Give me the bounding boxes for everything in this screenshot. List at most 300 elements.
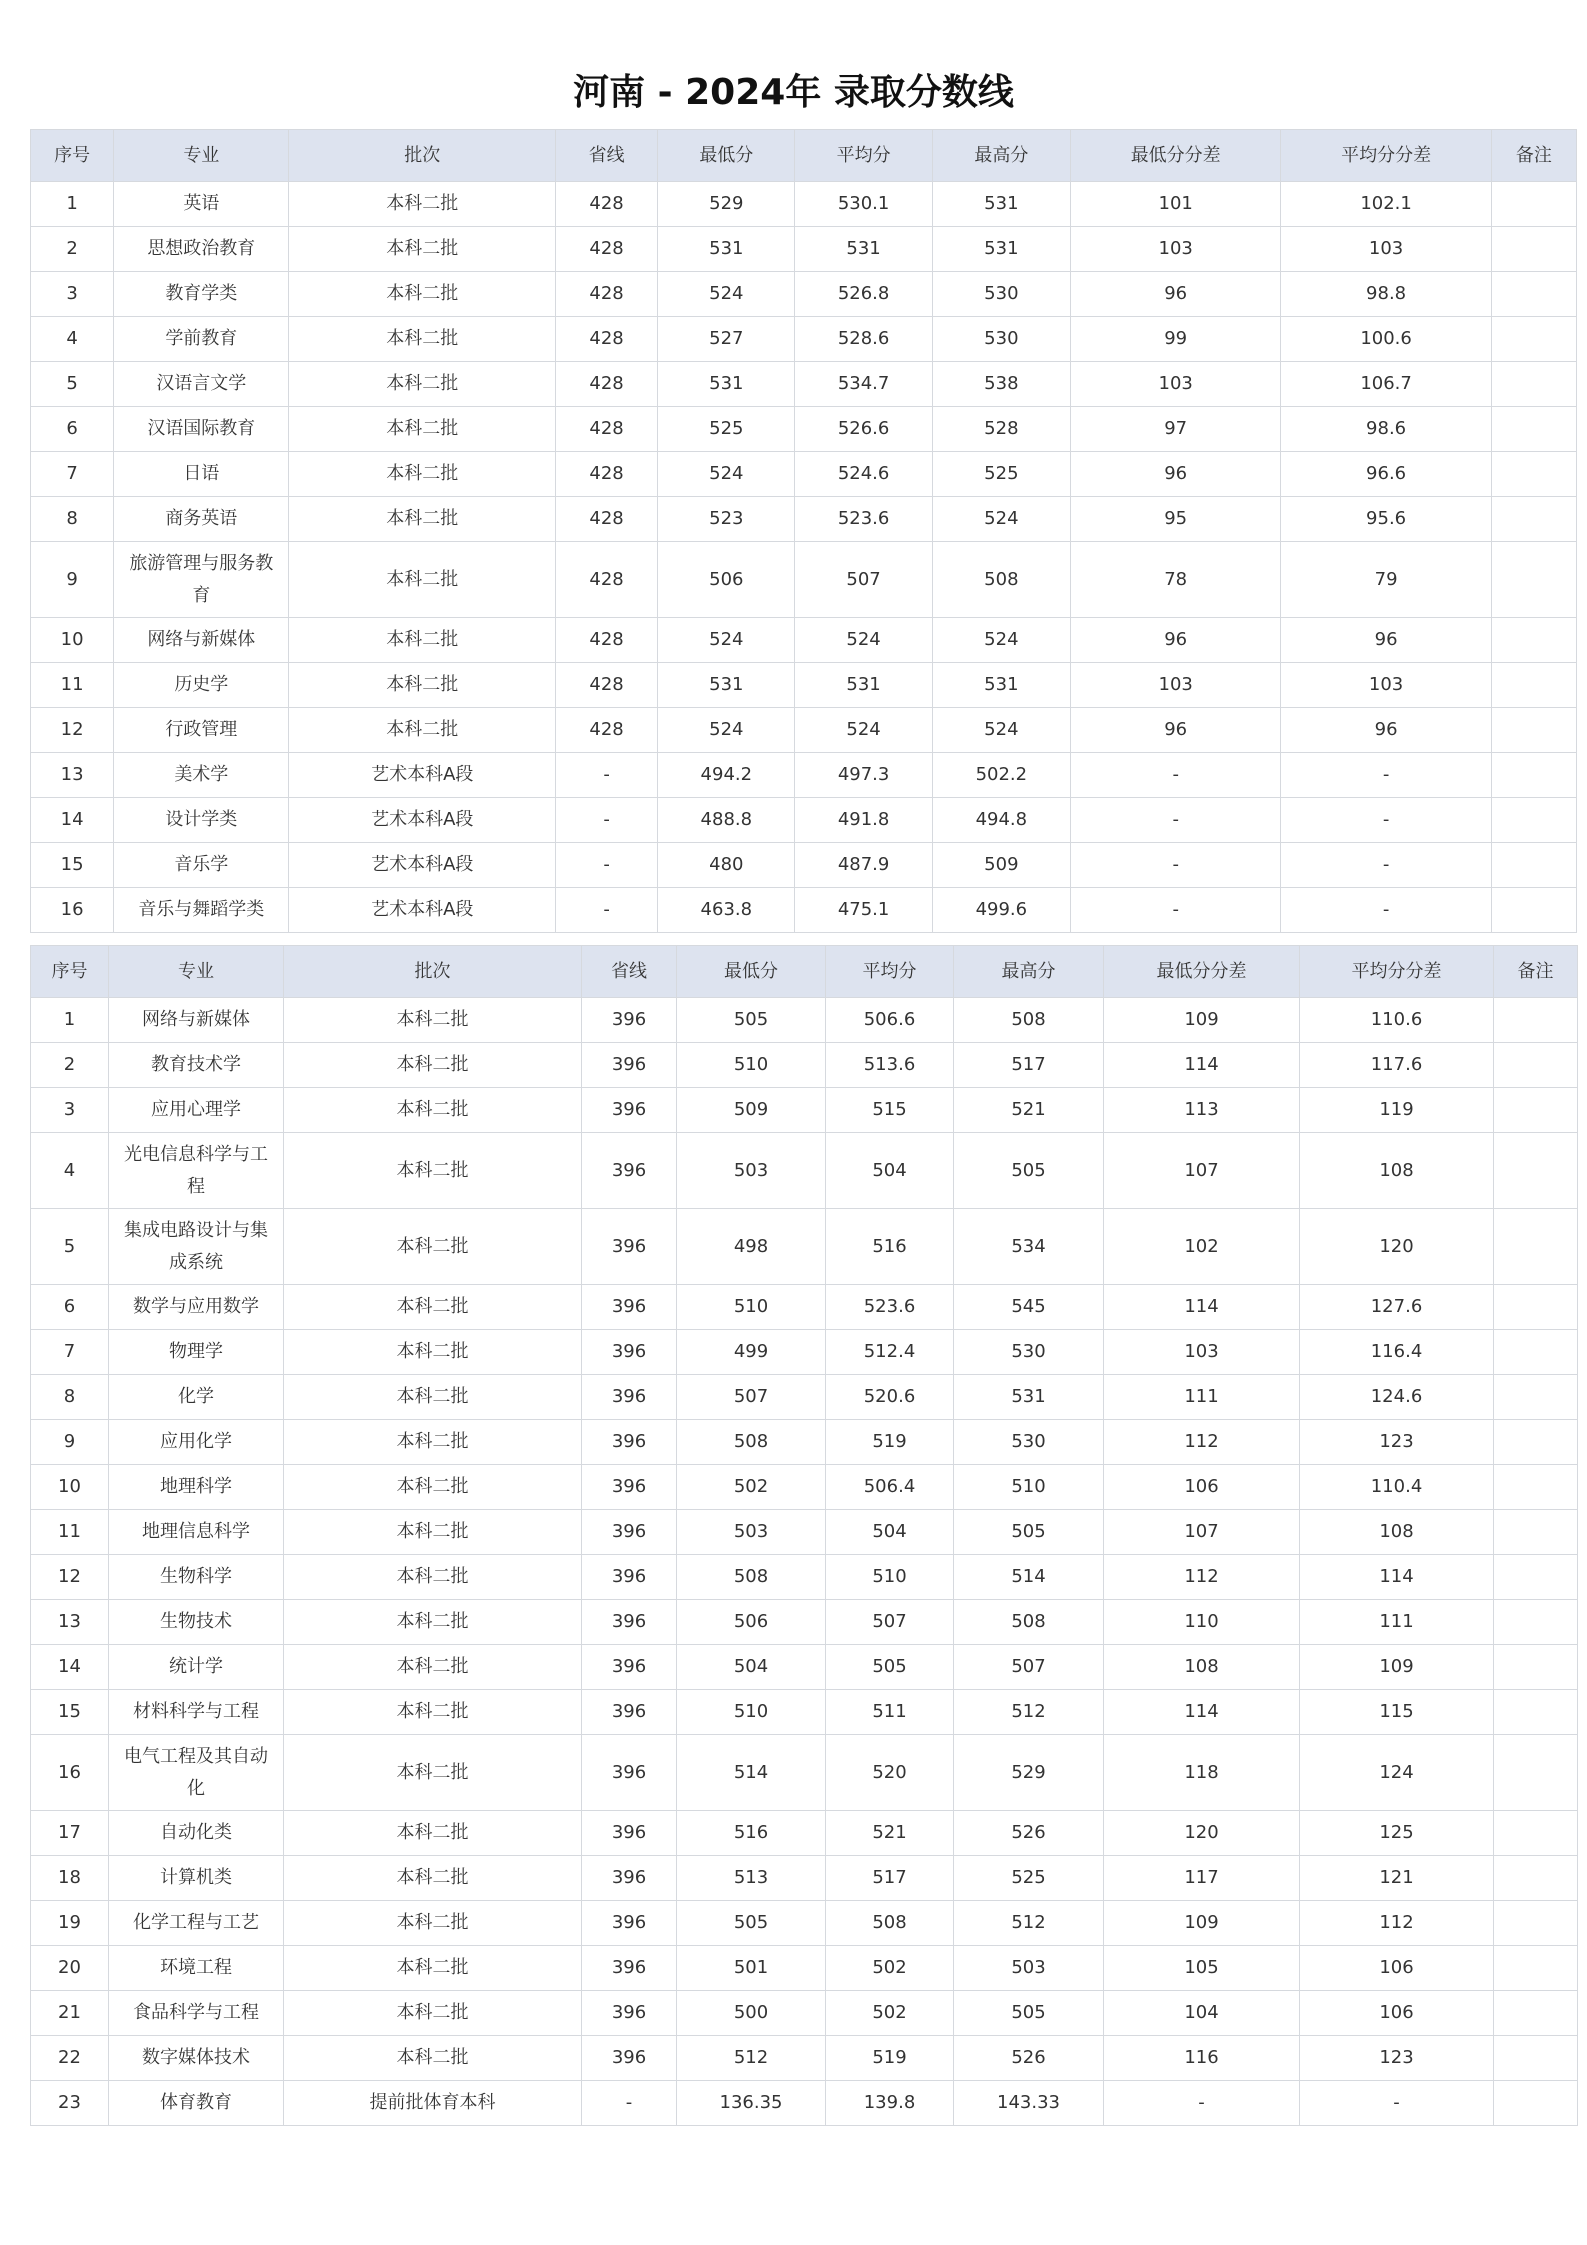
cell-note [1491, 798, 1576, 843]
cell-min-diff: 106 [1104, 1465, 1300, 1510]
cell-avg-diff: 103 [1281, 663, 1491, 708]
cell-avg-diff: 114 [1300, 1555, 1494, 1600]
cell-major: 生物技术 [109, 1600, 284, 1645]
cell-min-diff: 103 [1104, 1330, 1300, 1375]
table-row [31, 1901, 1578, 1946]
cell-seq: 10 [31, 618, 114, 663]
cell-major: 化学 [109, 1375, 284, 1420]
cell-avg-diff: 127.6 [1300, 1285, 1494, 1330]
cell-note [1491, 452, 1576, 497]
cell-max-score: 531 [954, 1375, 1104, 1420]
cell-batch: 本科二批 [289, 497, 556, 542]
cell-batch: 本科二批 [289, 407, 556, 452]
cell-batch: 本科二批 [289, 708, 556, 753]
header-avg-score: 平均分 [795, 130, 932, 182]
cell-min-diff: 78 [1070, 542, 1280, 618]
cell-major: 生物科学 [109, 1555, 284, 1600]
cell-note [1494, 1600, 1578, 1645]
cell-note [1494, 1946, 1578, 1991]
cell-batch: 本科二批 [289, 362, 556, 407]
cell-max-score: 514 [954, 1555, 1104, 1600]
cell-avg-diff: 110.6 [1300, 998, 1494, 1043]
cell-avg-score: 520 [826, 1735, 954, 1811]
cell-seq: 4 [31, 317, 114, 362]
cell-province-line: 396 [582, 1375, 677, 1420]
cell-province-line: 428 [556, 542, 658, 618]
table-row [31, 2081, 1578, 2126]
cell-province-line: - [556, 888, 658, 933]
cell-batch: 本科二批 [284, 1375, 582, 1420]
cell-batch: 本科二批 [284, 1555, 582, 1600]
cell-batch: 本科二批 [284, 1645, 582, 1690]
cell-seq: 7 [31, 1330, 109, 1375]
header-min-diff: 最低分分差 [1070, 130, 1280, 182]
cell-min-diff: 103 [1070, 663, 1280, 708]
table-row [31, 1690, 1578, 1735]
cell-seq: 3 [31, 1088, 109, 1133]
cell-avg-score: 511 [826, 1690, 954, 1735]
cell-batch: 本科二批 [289, 452, 556, 497]
cell-seq: 13 [31, 1600, 109, 1645]
cell-avg-diff: 103 [1281, 227, 1491, 272]
cell-min-diff: 116 [1104, 2036, 1300, 2081]
cell-avg-score: 526.6 [795, 407, 932, 452]
cell-avg-score: 502 [826, 1991, 954, 2036]
cell-note [1491, 497, 1576, 542]
table-row [31, 497, 1577, 542]
cell-max-score: 143.33 [954, 2081, 1104, 2126]
cell-min-score: 516 [677, 1811, 826, 1856]
cell-note [1491, 843, 1576, 888]
cell-min-diff: 101 [1070, 182, 1280, 227]
cell-min-score: 494.2 [658, 753, 795, 798]
cell-avg-diff: 95.6 [1281, 497, 1491, 542]
cell-batch: 提前批体育本科 [284, 2081, 582, 2126]
table-row [31, 1555, 1578, 1600]
cell-seq: 16 [31, 1735, 109, 1811]
cell-province-line: 396 [582, 2036, 677, 2081]
cell-min-diff: 112 [1104, 1555, 1300, 1600]
cell-note [1494, 1209, 1578, 1285]
cell-seq: 15 [31, 1690, 109, 1735]
cell-avg-score: 523.6 [826, 1285, 954, 1330]
cell-major: 体育教育 [109, 2081, 284, 2126]
cell-min-diff: 102 [1104, 1209, 1300, 1285]
cell-note [1494, 2081, 1578, 2126]
table-row [31, 542, 1577, 618]
table-row [31, 317, 1577, 362]
cell-batch: 本科二批 [284, 1420, 582, 1465]
cell-max-score: 505 [954, 1991, 1104, 2036]
cell-min-score: 505 [677, 998, 826, 1043]
header-seq: 序号 [31, 130, 114, 182]
cell-seq: 22 [31, 2036, 109, 2081]
cell-avg-score: 515 [826, 1088, 954, 1133]
cell-max-score: 526 [954, 2036, 1104, 2081]
cell-note [1491, 272, 1576, 317]
cell-province-line: 396 [582, 1735, 677, 1811]
cell-major: 数学与应用数学 [109, 1285, 284, 1330]
cell-max-score: 524 [932, 708, 1070, 753]
cell-min-diff: 105 [1104, 1946, 1300, 1991]
cell-avg-score: 531 [795, 227, 932, 272]
cell-note [1494, 1901, 1578, 1946]
cell-province-line: 396 [582, 1555, 677, 1600]
cell-note [1494, 1510, 1578, 1555]
cell-min-score: 506 [658, 542, 795, 618]
table-header-row [31, 130, 1577, 182]
cell-batch: 本科二批 [289, 618, 556, 663]
table-row [31, 998, 1578, 1043]
header-batch: 批次 [289, 130, 556, 182]
cell-max-score: 509 [932, 843, 1070, 888]
cell-province-line: 396 [582, 1043, 677, 1088]
cell-avg-score: 491.8 [795, 798, 932, 843]
cell-major: 日语 [114, 452, 289, 497]
cell-max-score: 512 [954, 1690, 1104, 1735]
cell-avg-score: 513.6 [826, 1043, 954, 1088]
table-row [31, 1088, 1578, 1133]
cell-major: 网络与新媒体 [114, 618, 289, 663]
page-title: 河南 - 2024年 录取分数线 [573, 72, 1014, 113]
cell-avg-diff: 111 [1300, 1600, 1494, 1645]
cell-seq: 3 [31, 272, 114, 317]
cell-province-line: 428 [556, 317, 658, 362]
cell-note [1494, 2036, 1578, 2081]
cell-batch: 本科二批 [289, 182, 556, 227]
cell-avg-score: 517 [826, 1856, 954, 1901]
cell-avg-score: 508 [826, 1901, 954, 1946]
cell-note [1494, 1465, 1578, 1510]
cell-avg-score: 530.1 [795, 182, 932, 227]
table-row [31, 362, 1577, 407]
header-province-line: 省线 [556, 130, 658, 182]
cell-batch: 本科二批 [284, 1330, 582, 1375]
cell-batch: 艺术本科A段 [289, 888, 556, 933]
cell-max-score: 545 [954, 1285, 1104, 1330]
cell-max-score: 512 [954, 1901, 1104, 1946]
cell-major: 思想政治教育 [114, 227, 289, 272]
cell-seq: 8 [31, 1375, 109, 1420]
table-row [31, 182, 1577, 227]
cell-avg-diff: - [1281, 798, 1491, 843]
table-row [31, 2036, 1578, 2081]
table-row [31, 1645, 1578, 1690]
cell-avg-score: 506.4 [826, 1465, 954, 1510]
cell-avg-diff: 110.4 [1300, 1465, 1494, 1510]
cell-batch: 本科二批 [284, 998, 582, 1043]
cell-min-score: 512 [677, 2036, 826, 2081]
cell-min-diff: 95 [1070, 497, 1280, 542]
cell-seq: 5 [31, 1209, 109, 1285]
cell-min-score: 509 [677, 1088, 826, 1133]
cell-avg-diff: 115 [1300, 1690, 1494, 1735]
cell-seq: 10 [31, 1465, 109, 1510]
header-seq: 序号 [31, 946, 109, 998]
table-row [31, 1856, 1578, 1901]
cell-avg-diff: 112 [1300, 1901, 1494, 1946]
cell-note [1494, 1555, 1578, 1600]
cell-batch: 本科二批 [284, 1991, 582, 2036]
cell-min-diff: 96 [1070, 618, 1280, 663]
cell-min-diff: 120 [1104, 1811, 1300, 1856]
cell-min-diff: - [1070, 843, 1280, 888]
cell-major: 应用心理学 [109, 1088, 284, 1133]
cell-note [1494, 1420, 1578, 1465]
cell-province-line: 396 [582, 1946, 677, 1991]
cell-batch: 本科二批 [284, 2036, 582, 2081]
admission-table-2 [30, 945, 1578, 2126]
cell-avg-diff: 125 [1300, 1811, 1494, 1856]
cell-avg-diff: - [1300, 2081, 1494, 2126]
cell-max-score: 531 [932, 227, 1070, 272]
header-note: 备注 [1491, 130, 1576, 182]
cell-major: 音乐与舞蹈学类 [114, 888, 289, 933]
cell-max-score: 508 [932, 542, 1070, 618]
cell-avg-score: 519 [826, 1420, 954, 1465]
cell-max-score: 503 [954, 1946, 1104, 1991]
table-row [31, 1285, 1578, 1330]
cell-batch: 本科二批 [284, 1946, 582, 1991]
cell-province-line: - [556, 798, 658, 843]
cell-avg-score: 510 [826, 1555, 954, 1600]
cell-major: 食品科学与工程 [109, 1991, 284, 2036]
cell-avg-diff: 79 [1281, 542, 1491, 618]
cell-avg-diff: 119 [1300, 1088, 1494, 1133]
cell-min-score: 523 [658, 497, 795, 542]
cell-seq: 2 [31, 227, 114, 272]
cell-batch: 本科二批 [284, 1901, 582, 1946]
cell-province-line: 428 [556, 362, 658, 407]
cell-avg-diff: 116.4 [1300, 1330, 1494, 1375]
cell-seq: 20 [31, 1946, 109, 1991]
cell-avg-diff: - [1281, 843, 1491, 888]
cell-min-diff: 113 [1104, 1088, 1300, 1133]
table-row [31, 1375, 1578, 1420]
cell-note [1494, 1088, 1578, 1133]
cell-major: 历史学 [114, 663, 289, 708]
cell-province-line: 396 [582, 1133, 677, 1209]
cell-major: 旅游管理与服务教 育 [114, 542, 289, 618]
cell-max-score: 526 [954, 1811, 1104, 1856]
table-row [31, 618, 1577, 663]
cell-avg-diff: 102.1 [1281, 182, 1491, 227]
cell-avg-diff: 123 [1300, 2036, 1494, 2081]
cell-min-score: 513 [677, 1856, 826, 1901]
cell-min-score: 510 [677, 1043, 826, 1088]
cell-max-score: 524 [932, 497, 1070, 542]
cell-major: 材料科学与工程 [109, 1690, 284, 1735]
cell-note [1491, 362, 1576, 407]
cell-province-line: 428 [556, 497, 658, 542]
cell-min-diff: - [1070, 753, 1280, 798]
table-row [31, 843, 1577, 888]
cell-max-score: 494.8 [932, 798, 1070, 843]
cell-min-diff: 114 [1104, 1043, 1300, 1088]
cell-max-score: 510 [954, 1465, 1104, 1510]
cell-note [1494, 1991, 1578, 2036]
cell-min-diff: 97 [1070, 407, 1280, 452]
table-row [31, 272, 1577, 317]
cell-province-line: 428 [556, 663, 658, 708]
cell-batch: 本科二批 [284, 1133, 582, 1209]
table-row [31, 1330, 1578, 1375]
header-major: 专业 [109, 946, 284, 998]
cell-max-score: 508 [954, 1600, 1104, 1645]
cell-major: 商务英语 [114, 497, 289, 542]
cell-min-score: 503 [677, 1510, 826, 1555]
cell-note [1494, 1856, 1578, 1901]
cell-seq: 11 [31, 1510, 109, 1555]
cell-min-score: 531 [658, 663, 795, 708]
cell-avg-diff: 96 [1281, 708, 1491, 753]
cell-note [1494, 1285, 1578, 1330]
cell-batch: 本科二批 [284, 1043, 582, 1088]
cell-batch: 本科二批 [289, 272, 556, 317]
cell-min-score: 488.8 [658, 798, 795, 843]
cell-min-score: 525 [658, 407, 795, 452]
cell-avg-diff: - [1281, 753, 1491, 798]
table-header-row [31, 946, 1578, 998]
cell-max-score: 525 [932, 452, 1070, 497]
cell-seq: 16 [31, 888, 114, 933]
header-avg-diff: 平均分分差 [1300, 946, 1494, 998]
cell-min-score: 510 [677, 1690, 826, 1735]
cell-major: 数字媒体技术 [109, 2036, 284, 2081]
cell-seq: 2 [31, 1043, 109, 1088]
cell-seq: 8 [31, 497, 114, 542]
cell-province-line: 428 [556, 227, 658, 272]
cell-avg-score: 475.1 [795, 888, 932, 933]
cell-min-diff: - [1104, 2081, 1300, 2126]
cell-seq: 6 [31, 407, 114, 452]
cell-min-diff: 96 [1070, 272, 1280, 317]
cell-province-line: 396 [582, 1991, 677, 2036]
cell-note [1491, 618, 1576, 663]
cell-major: 计算机类 [109, 1856, 284, 1901]
cell-min-diff: 118 [1104, 1735, 1300, 1811]
cell-max-score: 524 [932, 618, 1070, 663]
cell-major: 统计学 [109, 1645, 284, 1690]
cell-max-score: 505 [954, 1510, 1104, 1555]
cell-max-score: 538 [932, 362, 1070, 407]
cell-max-score: 499.6 [932, 888, 1070, 933]
cell-seq: 1 [31, 182, 114, 227]
cell-avg-diff: 124.6 [1300, 1375, 1494, 1420]
cell-avg-diff: 123 [1300, 1420, 1494, 1465]
cell-province-line: 396 [582, 1330, 677, 1375]
table-row [31, 407, 1577, 452]
admission-table-1 [30, 129, 1577, 933]
cell-min-score: 507 [677, 1375, 826, 1420]
cell-seq: 12 [31, 708, 114, 753]
cell-min-diff: - [1070, 798, 1280, 843]
cell-min-diff: 103 [1070, 227, 1280, 272]
cell-note [1494, 1375, 1578, 1420]
cell-batch: 本科二批 [284, 1735, 582, 1811]
cell-batch: 本科二批 [289, 227, 556, 272]
cell-major: 美术学 [114, 753, 289, 798]
cell-avg-score: 520.6 [826, 1375, 954, 1420]
cell-note [1494, 1330, 1578, 1375]
cell-note [1494, 998, 1578, 1043]
table-row [31, 1510, 1578, 1555]
table-row [31, 452, 1577, 497]
header-min-score: 最低分 [658, 130, 795, 182]
cell-province-line: 396 [582, 1088, 677, 1133]
cell-major: 教育技术学 [109, 1043, 284, 1088]
cell-avg-score: 506.6 [826, 998, 954, 1043]
cell-min-diff: - [1070, 888, 1280, 933]
cell-avg-score: 524 [795, 618, 932, 663]
cell-max-score: 508 [954, 998, 1104, 1043]
cell-avg-score: 487.9 [795, 843, 932, 888]
cell-min-diff: 114 [1104, 1690, 1300, 1735]
cell-avg-score: 534.7 [795, 362, 932, 407]
cell-avg-score: 516 [826, 1209, 954, 1285]
cell-major: 电气工程及其自动 化 [109, 1735, 284, 1811]
cell-note [1491, 542, 1576, 618]
cell-batch: 本科二批 [284, 1856, 582, 1901]
header-min-score: 最低分 [677, 946, 826, 998]
cell-note [1491, 317, 1576, 362]
cell-avg-score: 139.8 [826, 2081, 954, 2126]
cell-avg-score: 521 [826, 1811, 954, 1856]
cell-avg-diff: 106 [1300, 1991, 1494, 2036]
cell-min-score: 531 [658, 227, 795, 272]
cell-batch: 本科二批 [289, 542, 556, 618]
cell-province-line: 396 [582, 1901, 677, 1946]
cell-note [1491, 227, 1576, 272]
table-row [31, 1209, 1578, 1285]
cell-seq: 15 [31, 843, 114, 888]
table-body [31, 182, 1577, 933]
table-row [31, 1465, 1578, 1510]
cell-avg-diff: 120 [1300, 1209, 1494, 1285]
cell-min-diff: 99 [1070, 317, 1280, 362]
header-note: 备注 [1494, 946, 1578, 998]
cell-seq: 12 [31, 1555, 109, 1600]
cell-min-score: 524 [658, 618, 795, 663]
cell-avg-score: 524 [795, 708, 932, 753]
cell-min-score: 508 [677, 1555, 826, 1600]
cell-max-score: 534 [954, 1209, 1104, 1285]
table-row [31, 1420, 1578, 1465]
cell-avg-score: 531 [795, 663, 932, 708]
cell-avg-score: 512.4 [826, 1330, 954, 1375]
cell-seq: 14 [31, 798, 114, 843]
cell-max-score: 505 [954, 1133, 1104, 1209]
cell-major: 应用化学 [109, 1420, 284, 1465]
table-body [31, 998, 1578, 2126]
cell-min-score: 524 [658, 272, 795, 317]
cell-avg-score: 526.8 [795, 272, 932, 317]
cell-min-score: 527 [658, 317, 795, 362]
header-province-line: 省线 [582, 946, 677, 998]
cell-avg-score: 505 [826, 1645, 954, 1690]
cell-province-line: 396 [582, 1510, 677, 1555]
cell-max-score: 531 [932, 182, 1070, 227]
cell-max-score: 530 [932, 272, 1070, 317]
cell-avg-score: 507 [795, 542, 932, 618]
cell-major: 教育学类 [114, 272, 289, 317]
cell-avg-diff: 96.6 [1281, 452, 1491, 497]
cell-min-diff: 111 [1104, 1375, 1300, 1420]
cell-avg-score: 502 [826, 1946, 954, 1991]
cell-province-line: 396 [582, 1811, 677, 1856]
cell-province-line: 396 [582, 1209, 677, 1285]
cell-seq: 11 [31, 663, 114, 708]
